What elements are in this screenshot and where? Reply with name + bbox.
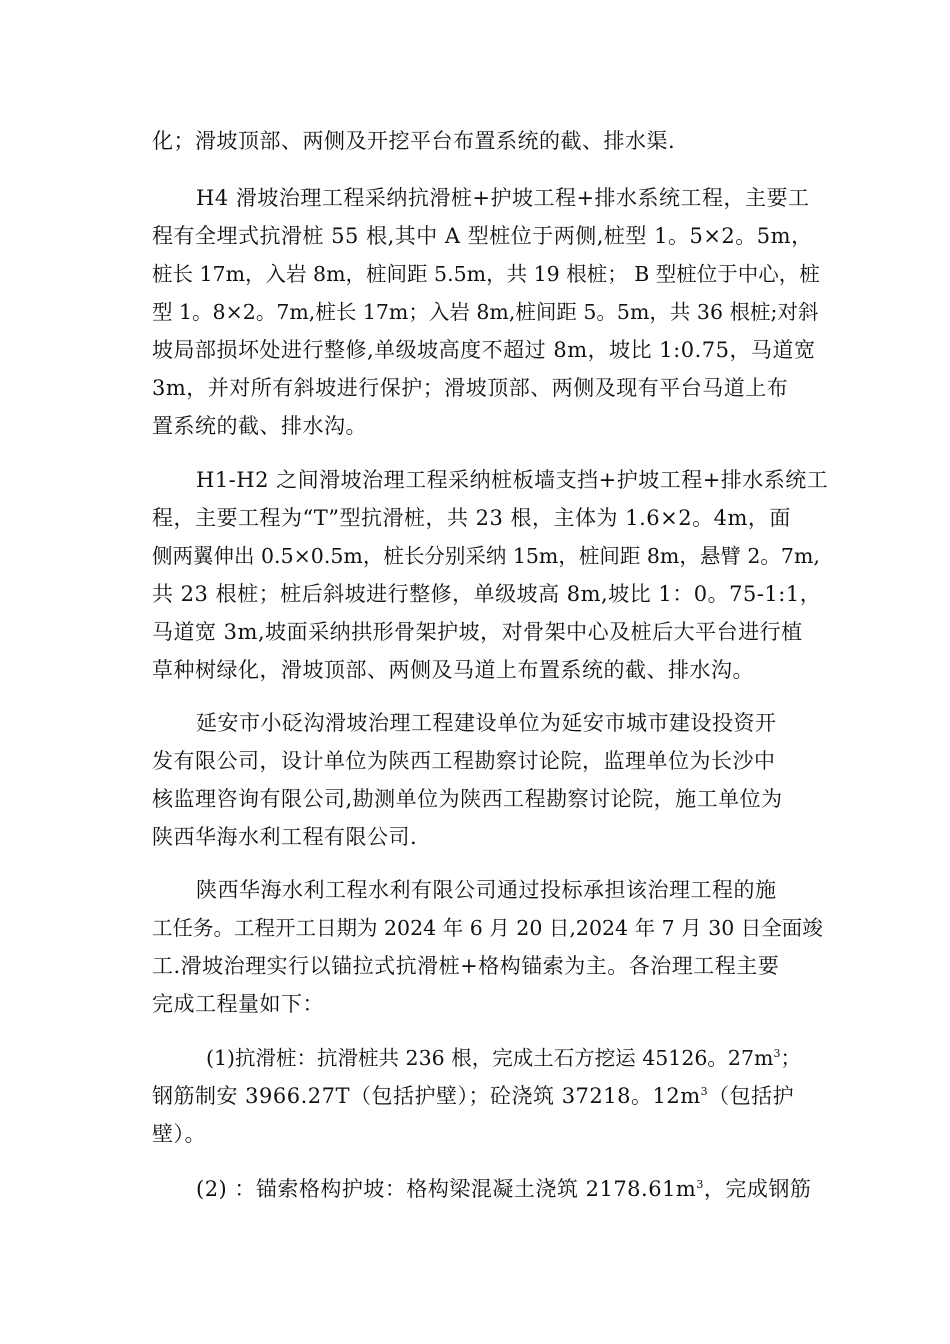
text-line: 型 1。8×2。7m,桩长 17m；入岩 8m,桩间距 5。5m，共 36 根桩;对斜 xyxy=(152,300,819,324)
text-line: H1-H2 之间滑坡治理工程采纳桩板墙支挡+护坡工程+排水系统工 xyxy=(196,468,829,492)
text-line: 置系统的截、排水沟。 xyxy=(152,414,367,438)
text-line: (2) ：锚索格构护坡：格构梁混凝土浇筑 $2178.61m^3$，完成钢筋 xyxy=(196,1177,812,1201)
text-line: 化；滑坡顶部、两侧及开挖平台布置系统的截、排水渠. xyxy=(152,129,676,153)
text-line: 延安市小砭沟滑坡治理工程建设单位为延安市城市建设投资开 xyxy=(196,711,777,735)
text-line: 程，主要工程为“T”型抗滑桩，共 23 根，主体为 1.6×2。4m，面 xyxy=(152,506,791,530)
text-line: 共 23 根桩；桩后斜坡进行整修，单级坡高 8m,坡比 1：0。75-1:1， xyxy=(152,582,822,606)
text-line: 3m，并对所有斜坡进行保护；滑坡顶部、两侧及现有平台马道上布 xyxy=(152,376,789,400)
paragraph-units xyxy=(152,704,832,856)
text-line: 完成工程量如下： xyxy=(152,992,324,1016)
list-item-anchor-frame-slope xyxy=(152,1170,832,1208)
text-line: 草种树绿化，滑坡顶部、两侧及马道上布置系统的截、排水沟。 xyxy=(152,658,754,682)
text-line: H4 滑坡治理工程采纳抗滑桩+护坡工程+排水系统工程，主要工 xyxy=(196,186,810,210)
text-line: 侧两翼伸出 0.5×0.5m，桩长分别采纳 15m，桩间距 8m，悬臂 2。7m, xyxy=(152,544,820,568)
paragraph-h1-h2 xyxy=(152,461,832,689)
superscript: 3 xyxy=(773,1047,781,1061)
text-line: 坡局部损坏处进行整修,单级坡高度不超过 8m，坡比 1:0.75，马道宽 xyxy=(152,338,816,362)
paragraph-continuation xyxy=(152,122,832,160)
superscript: 3 xyxy=(700,1085,709,1098)
text-line: 壁）。 xyxy=(152,1122,206,1146)
paragraph-h4 xyxy=(152,179,832,445)
list-item-anti-slide-pile xyxy=(152,1039,832,1153)
text-line: (1)抗滑桩：抗滑桩共 236 根，完成土石方挖运 45126。$27m^3$； xyxy=(206,1046,801,1070)
superscript: 3 xyxy=(696,1178,704,1191)
text-line: 钢筋制安 3966.27T（包括护壁）；砼浇筑 37218。$12m^3$（包括护 xyxy=(152,1084,795,1108)
text-line: 陕西华海水利工程水利有限公司通过投标承担该治理工程的施 xyxy=(196,878,777,902)
text-line: 马道宽 3m,坡面采纳拱形骨架护坡，对骨架中心及桩后大平台进行植 xyxy=(152,620,803,644)
text-line: 程有全埋式抗滑桩 55 根,其中 A 型桩位于两侧,桩型 1。5×2。5m， xyxy=(152,224,813,248)
text-line: 陕西华海水利工程有限公司. xyxy=(152,825,418,849)
paragraph-construction xyxy=(152,871,832,1023)
text-line: 核监理咨询有限公司,勘测单位为陕西工程勘察讨论院，施工单位为 xyxy=(152,787,783,811)
text-line: 发有限公司，设计单位为陕西工程勘察讨论院，监理单位为长沙中 xyxy=(152,749,776,773)
text-line: 桩长 17m，入岩 8m，桩间距 5.5m，共 19 根桩； B 型桩位于中心，桩 xyxy=(152,262,820,286)
text-line: 工任务。工程开工日期为 2024 年 6 月 20 日,2024 年 7 月 30 日全面竣 xyxy=(152,916,823,940)
text-line: 工.滑坡治理实行以锚拉式抗滑桩+格构锚索为主。各治理工程主要 xyxy=(152,954,780,978)
